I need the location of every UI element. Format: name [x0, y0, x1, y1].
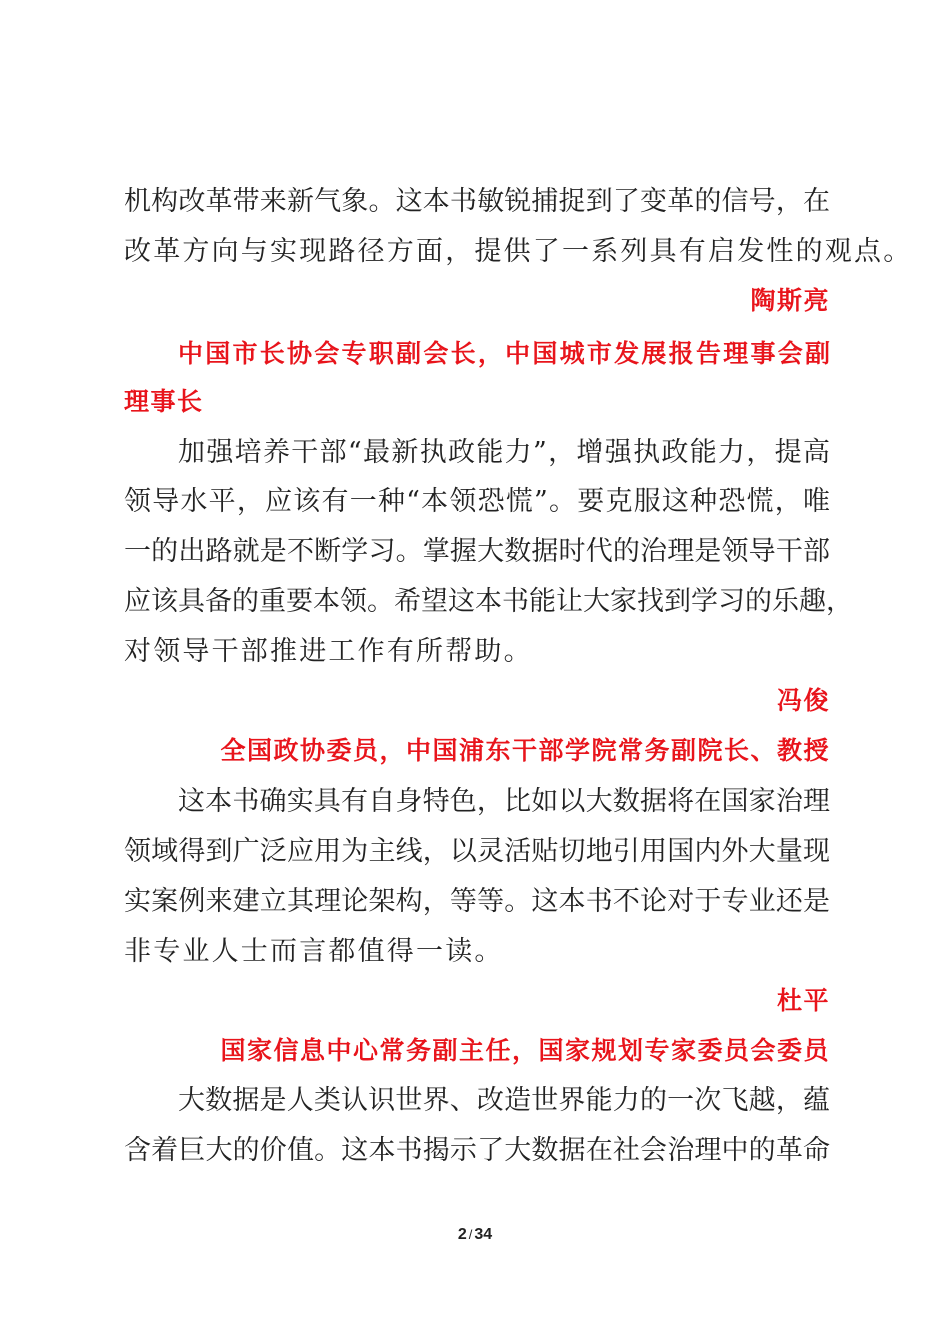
paragraph-line: 实案例来建立其理论架构，等等。这本书不论对于专业还是 [124, 886, 830, 917]
author-title: 国家信息中心常务副主任，国家规划专家委员会委员 [220, 1036, 830, 1065]
paragraph-line: 对领导干部推进工作有所帮助。 [124, 636, 533, 667]
paragraph-line: 领域得到广泛应用为主线，以灵活贴切地引用国内外大量现 [124, 836, 830, 867]
paragraph-line: 机构改革带来新气象。这本书敏锐捕捉到了变革的信号，在 [124, 186, 830, 217]
paragraph-line: 加强培养干部“最新执政能力”，增强执政能力，提高 [178, 437, 830, 468]
author-name: 冯俊 [776, 686, 830, 715]
paragraph-line: 应该具备的重要本领。希望这本书能让大家找到学习的乐趣， [124, 586, 853, 617]
paragraph-line: 领导水平，应该有一种“本领恐慌”。要克服这种恐慌，唯 [124, 486, 830, 517]
page-separator: / [468, 1227, 473, 1242]
current-page: 2 [457, 1226, 467, 1243]
author-title: 中国市长协会专职副会长，中国城市发展报告理事会副 [178, 339, 830, 368]
author-name: 杜平 [776, 986, 830, 1015]
author-name: 陶斯亮 [750, 286, 830, 315]
paragraph-line: 改革方向与实现路径方面，提供了一系列具有启发性的观点。 [124, 236, 913, 267]
author-title: 全国政协委员，中国浦东干部学院常务副院长、教授 [220, 736, 830, 765]
author-title: 理事长 [124, 387, 204, 416]
paragraph-line: 非专业人士而言都值得一读。 [124, 936, 504, 967]
page-number [0, 1226, 950, 1244]
total-pages: 34 [474, 1226, 493, 1243]
paragraph-line: 含着巨大的价值。这本书揭示了大数据在社会治理中的革命 [124, 1135, 830, 1166]
paragraph-line: 这本书确实具有自身特色，比如以大数据将在国家治理 [178, 786, 830, 817]
paragraph-line: 大数据是人类认识世界、改造世界能力的一次飞越，蕴 [178, 1085, 830, 1116]
paragraph-line: 一的出路就是不断学习。掌握大数据时代的治理是领导干部 [124, 536, 830, 567]
